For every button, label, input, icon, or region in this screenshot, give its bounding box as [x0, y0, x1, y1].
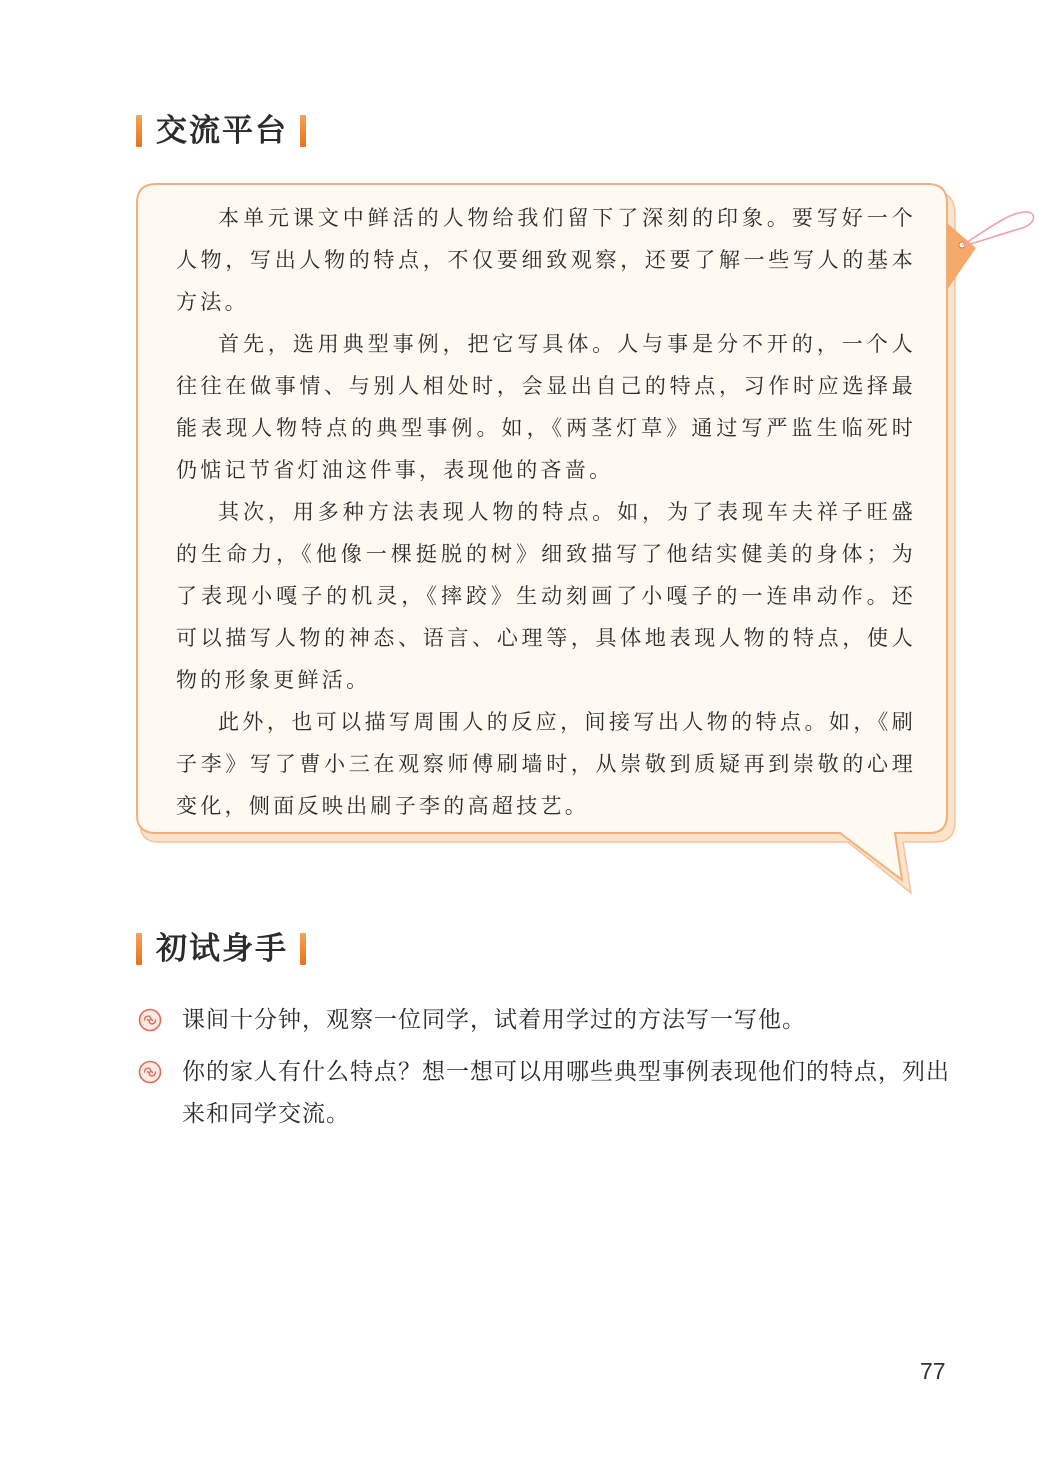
practice-list	[138, 999, 958, 1145]
swirl-seal-icon	[138, 1060, 162, 1084]
swirl-seal-icon	[138, 1008, 162, 1032]
exchange-text-block	[176, 197, 916, 827]
page-number: 77	[920, 1358, 946, 1384]
practice-section-heading	[136, 929, 306, 969]
exchange-paragraph-4: 此外，也可以描写周围人的反应，间接写出人物的特点。如，《刷子李》写了曹小三在观察师傅刷墙时，从崇敬到质疑再到崇敬的心理变化，侧面反映出刷子李的高超技艺。	[176, 710, 916, 818]
exchange-paragraph-3: 其次，用多种方法表现人物的特点。如，为了表现车夫祥子旺盛的生命力，《他像一棵挺脱的树》细致描写了他结实健美的身体；为了表现小嘎子的机灵，《摔跤》生动刻画了小嘎子的一连串动作。还可以描写人物的神态、语言、心理等，具体地表现人物的特点，使人物的形象更鲜活。	[176, 500, 916, 692]
practice-item-2-text: 你的家人有什么特点？想一想可以用哪些典型事例表现他们的特点，列出来和同学交流。	[182, 1059, 950, 1127]
heading-right-bar	[300, 933, 306, 965]
exchange-paragraph-1: 本单元课文中鲜活的人物给我们留下了深刻的印象。要写好一个人物，写出人物的特点，不仅要细致观察，还要了解一些写人的基本方法。	[176, 206, 916, 314]
practice-item-1-text: 课间十分钟，观察一位同学，试着用学过的方法写一写他。	[182, 1007, 806, 1033]
exchange-section-title: 交流平台	[156, 113, 288, 149]
heading-left-bar	[136, 933, 142, 965]
exchange-paragraph-2: 首先，选用典型事例，把它写具体。人与事是分不开的，一个人往往在做事情、与别人相处时，会显出自己的特点，习作时应选择最能表现人物特点的典型事例。如，《两茎灯草》通过写严监生临死时仍惦记节省灯油这件事，表现他的吝啬。	[176, 332, 916, 482]
list-item	[138, 1051, 958, 1135]
hanging-tag-icon	[947, 212, 1034, 290]
list-item	[138, 999, 958, 1041]
practice-section-title: 初试身手	[156, 931, 288, 967]
